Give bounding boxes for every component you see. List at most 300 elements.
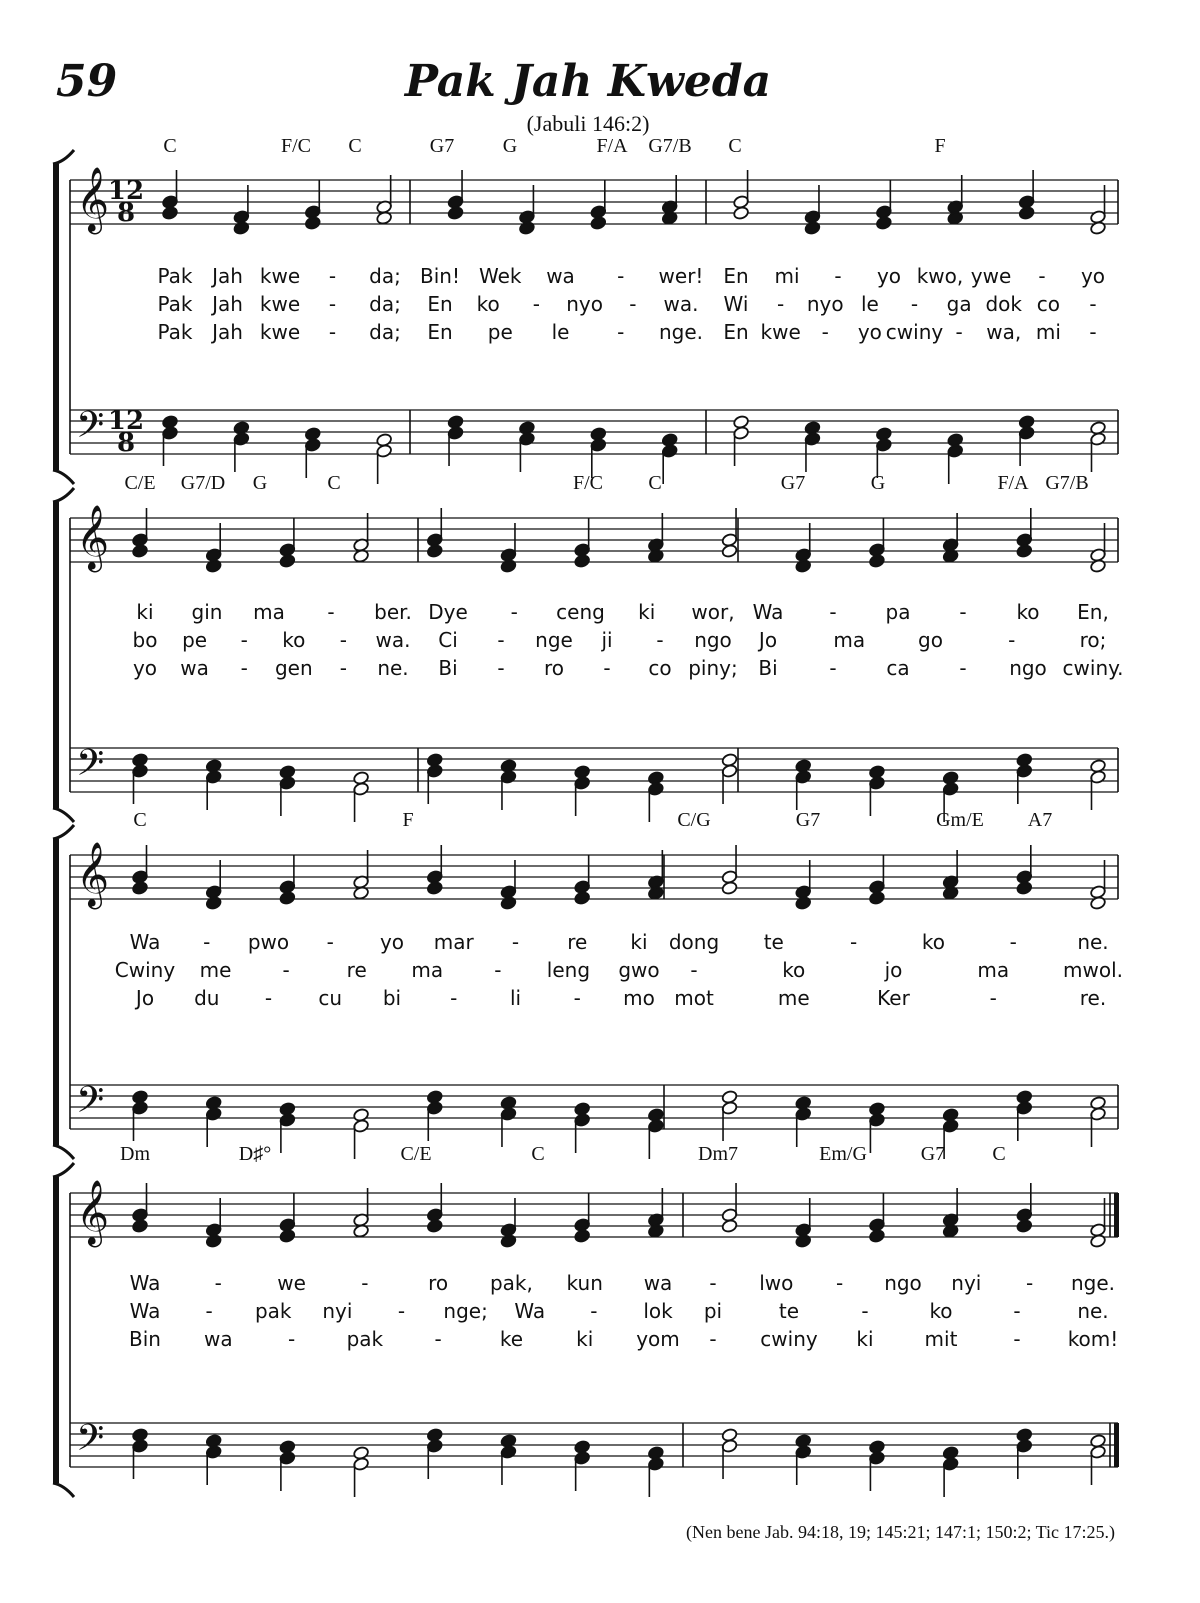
lyric-syllable: - [240, 656, 248, 680]
lyric-syllable: - [1038, 264, 1046, 288]
lyric-syllable: mit [924, 1327, 958, 1351]
lyric-syllable: jo [884, 958, 903, 982]
lyric-syllable: pak, [489, 1271, 533, 1295]
lyric-syllable: ngo [694, 628, 732, 652]
lyric-syllable: ko [282, 628, 306, 652]
lyric-syllable: mar [433, 930, 474, 954]
lyric-syllable: pwo [247, 930, 290, 954]
lyric-syllable: ne. [1077, 1299, 1109, 1323]
lyric-syllable: lwo [759, 1271, 794, 1295]
lyric-syllable: ki [638, 600, 656, 624]
lyric-syllable: - [450, 986, 458, 1010]
lyric-syllable: - [1013, 1327, 1021, 1351]
lyric-syllable: kun [566, 1271, 603, 1295]
lyric-syllable: - [205, 1299, 213, 1323]
lyric-syllable: - [989, 986, 997, 1010]
bracket-bottom [53, 1145, 74, 1159]
chord-symbol: C/E [124, 472, 156, 494]
note-head [500, 559, 517, 574]
lyric-syllable: En [427, 320, 453, 344]
note-head [1090, 559, 1107, 574]
bracket-top [53, 150, 74, 164]
lyric-syllable: ro; [1079, 628, 1107, 652]
note-head [426, 1219, 443, 1234]
bracket-top [53, 488, 74, 502]
lyric-syllable: Dye [428, 600, 468, 624]
lyric-syllable: - [1089, 292, 1097, 316]
lyric-syllable: ca [886, 656, 910, 680]
lyric-syllable: nge. [658, 320, 704, 344]
lyric-syllable: - [282, 958, 290, 982]
lyric-syllable: me [199, 958, 232, 982]
lyric-syllable: gen [274, 656, 313, 680]
lyric-syllable: nge [535, 628, 573, 652]
lyric-syllable: we [277, 1271, 306, 1295]
lyric-syllable: - [656, 628, 664, 652]
note-head [279, 554, 296, 569]
lyric-syllable: nge. [1070, 1271, 1116, 1295]
lyric-syllable: - [1008, 628, 1016, 652]
lyric-syllable: Jah [212, 292, 243, 316]
lyric-syllable: - [910, 292, 919, 316]
bass-staff [70, 1085, 1118, 1129]
lyric-syllable: mi [774, 264, 800, 288]
lyric-syllable: ko [1016, 600, 1040, 624]
treble-clef-icon: 𝄞 [76, 842, 110, 907]
lyric-syllable: - [264, 986, 273, 1010]
lyric-syllable: nyi [951, 1271, 982, 1295]
lyric-syllable: ne. [1077, 930, 1109, 954]
note-head [1090, 221, 1107, 236]
note-head [426, 881, 443, 896]
lyric-syllable: dok [985, 292, 1023, 316]
lyric-syllable: - [361, 1271, 369, 1295]
note-head [279, 1229, 296, 1244]
lyric-syllable: ko [476, 292, 500, 316]
footer-references: (Nen bene Jab. 94:18, 19; 145:21; 147:1; 150:2; Tic 17:25.) [686, 1522, 1115, 1542]
hymn-title: Pak Jah Kweda [404, 56, 772, 107]
treble-staff [70, 518, 1118, 562]
note-head [721, 1219, 738, 1234]
chord-symbol: C [992, 1143, 1006, 1165]
lyric-syllable: cwiny. [1062, 656, 1124, 680]
lyric-syllable: pi [703, 1299, 723, 1323]
lyric-syllable: pak [254, 1299, 292, 1323]
chord-symbol: A7 [1027, 809, 1053, 831]
time-signature-top: 12 [107, 406, 145, 436]
note-head [205, 559, 222, 574]
lyric-syllable: ke [499, 1327, 524, 1351]
lyric-syllable: Wa [514, 1299, 546, 1323]
note-head [721, 544, 738, 559]
treble-clef-icon: 𝄞 [76, 505, 110, 570]
note-head [869, 891, 886, 906]
lyric-syllable: ro [543, 656, 565, 680]
bracket-bottom [53, 470, 74, 484]
chord-symbol: Dm [120, 1143, 150, 1165]
lyric-syllable: re. [1079, 986, 1107, 1010]
treble-clef-icon: 𝄞 [76, 1180, 110, 1245]
lyric-syllable: Jo [135, 986, 155, 1010]
system-4 [53, 1143, 1119, 1497]
note-head [721, 881, 738, 896]
lyric-syllable: yo [1080, 264, 1106, 288]
lyric-syllable: Jo [758, 628, 778, 652]
lyric-syllable: Jah [212, 264, 243, 288]
system-3 [53, 809, 1123, 1159]
note-head [519, 221, 536, 236]
lyric-syllable: kwe [259, 292, 301, 316]
lyric-syllable: nyi [322, 1299, 353, 1323]
lyric-syllable: ga [946, 292, 972, 316]
chord-symbol: Dm7 [698, 1143, 738, 1165]
chord-symbol: G [870, 472, 886, 494]
lyric-syllable: da; [369, 292, 401, 316]
bass-staff [70, 1423, 1118, 1467]
lyric-syllable: me [777, 986, 810, 1010]
lyric-syllable: ngo [1009, 656, 1047, 680]
lyric-syllable: Pak [157, 320, 193, 344]
note-head [1016, 544, 1033, 559]
lyric-syllable: - [959, 600, 967, 624]
chord-symbol: G7 [429, 135, 455, 157]
note-head [795, 559, 812, 574]
lyric-syllable: ngo [884, 1271, 922, 1295]
note-head [804, 221, 821, 236]
chord-symbol: F [934, 135, 946, 157]
lyric-syllable: te [778, 1299, 800, 1323]
lyric-syllable: Bi [438, 656, 458, 680]
chord-symbol: F/C [280, 135, 312, 157]
scripture-reference: (Jabuli 146:2) [526, 111, 650, 136]
chord-symbol: G [252, 472, 268, 494]
hymn-number: 59 [56, 56, 118, 107]
lyric-syllable: - [1089, 320, 1097, 344]
lyric-syllable: ceng [556, 600, 605, 624]
lyric-syllable: - [1013, 1299, 1021, 1323]
lyric-syllable: nge; [443, 1299, 488, 1323]
chord-symbol: D♯° [238, 1143, 272, 1165]
note-head [132, 881, 149, 896]
note-head [795, 1234, 812, 1249]
note-head [869, 1229, 886, 1244]
lyric-syllable: En, [1077, 600, 1109, 624]
bracket-bottom [53, 808, 74, 822]
lyric-syllable: cwiny [760, 1327, 818, 1351]
time-signature-top: 12 [107, 176, 145, 206]
lyric-syllable: bi [382, 986, 402, 1010]
lyric-syllable: ywe [970, 264, 1012, 288]
lyric-syllable: mot [674, 986, 714, 1010]
chord-symbol: G7/B [648, 135, 692, 157]
lyric-syllable: - [327, 600, 335, 624]
lyric-syllable: wer! [658, 264, 704, 288]
lyric-syllable: - [955, 320, 963, 344]
lyric-syllable: ma [411, 958, 444, 982]
bass-clef-icon: 𝄢 [76, 404, 105, 455]
lyric-syllable: le [551, 320, 570, 344]
lyric-syllable: ki [136, 600, 154, 624]
lyric-syllable: dong [668, 930, 720, 954]
lyric-syllable: - [328, 320, 337, 344]
lyric-syllable: - [709, 1327, 717, 1351]
lyric-syllable: re [346, 958, 367, 982]
lyric-syllable: nyo [806, 292, 844, 316]
lyric-syllable: ko [929, 1299, 953, 1323]
lyric-syllable: Pak [157, 292, 193, 316]
lyric-syllable: kwe [760, 320, 801, 344]
music-systems [53, 135, 1123, 1497]
lyric-syllable: - [829, 656, 837, 680]
lyric-syllable: En [427, 292, 453, 316]
lyric-syllable: Bi [758, 656, 778, 680]
lyric-syllable: cu [318, 986, 343, 1010]
lyric-syllable: Wi [723, 292, 749, 316]
chord-symbol: G7/B [1045, 472, 1089, 494]
lyric-syllable: - [617, 320, 625, 344]
lyric-syllable: co [1036, 292, 1060, 316]
lyric-syllable: ko [782, 958, 806, 982]
lyric-syllable: - [590, 1299, 598, 1323]
lyric-syllable: - [510, 600, 518, 624]
lyric-syllable: - [203, 930, 211, 954]
chord-symbol: G7 [780, 472, 806, 494]
chord-symbol: Gm/E [936, 809, 984, 831]
lyric-syllable: yo [857, 320, 882, 344]
lyric-syllable: - [861, 1299, 869, 1323]
lyric-syllable: ko [921, 930, 945, 954]
lyric-syllable: Ker [877, 986, 910, 1010]
note-head [132, 544, 149, 559]
lyric-syllable: - [1009, 930, 1017, 954]
lyric-syllable: - [836, 1271, 844, 1295]
lyric-syllable: gin [191, 600, 223, 624]
final-barline-thick [1114, 1193, 1119, 1237]
lyric-syllable: - [834, 264, 842, 288]
lyric-syllable: wa, [986, 320, 1022, 344]
treble-staff [70, 1193, 1118, 1237]
chord-symbol: F/A [596, 135, 628, 157]
note-head [500, 896, 517, 911]
lyric-syllable: yo [876, 264, 902, 288]
note-head [1018, 206, 1035, 221]
bass-staff [70, 748, 1118, 792]
final-barline-thick [1114, 1423, 1119, 1467]
note-head [1016, 1219, 1033, 1234]
lyric-syllable: - [434, 1327, 442, 1351]
lyric-syllable: - [821, 320, 829, 344]
note-head [733, 206, 750, 221]
chord-symbol: F/C [572, 472, 604, 494]
lyric-syllable: cwiny [885, 320, 944, 344]
lyric-syllable: - [339, 656, 348, 680]
note-head [162, 206, 179, 221]
note-head [426, 544, 443, 559]
lyric-syllable: piny; [688, 656, 738, 680]
lyric-syllable: mi [1035, 320, 1061, 344]
lyric-syllable: yo [379, 930, 405, 954]
chord-symbol: G7 [795, 809, 821, 831]
lyric-syllable: lok [643, 1299, 673, 1323]
lyric-syllable: wa [643, 1271, 673, 1295]
lyric-syllable: li [509, 986, 522, 1010]
note-head [233, 221, 250, 236]
lyric-syllable: - [494, 958, 502, 982]
lyric-syllable: pa [885, 600, 911, 624]
lyric-syllable: pe [182, 628, 208, 652]
lyric-syllable: En [723, 264, 749, 288]
lyric-syllable: co [648, 656, 672, 680]
note-head [279, 891, 296, 906]
chord-symbol: C/G [677, 809, 711, 831]
note-head [132, 1219, 149, 1234]
lyric-syllable: Wa [129, 1299, 161, 1323]
chord-symbol: C [327, 472, 341, 494]
note-head [869, 554, 886, 569]
chord-symbol: C/E [400, 1143, 432, 1165]
note-head [574, 891, 591, 906]
note-head [574, 1229, 591, 1244]
bass-clef-icon: 𝄢 [76, 742, 105, 793]
note-head [1090, 1234, 1107, 1249]
lyric-syllable: kom! [1067, 1327, 1119, 1351]
lyric-syllable: - [397, 1299, 406, 1323]
lyric-syllable: kwe [259, 320, 301, 344]
note-head [500, 1234, 517, 1249]
lyric-syllable: kwo, [916, 264, 964, 288]
note-head [795, 896, 812, 911]
lyric-syllable: - [829, 600, 837, 624]
note-head [1016, 881, 1033, 896]
lyric-syllable: Wek [479, 264, 522, 288]
system-1 [53, 135, 1118, 484]
time-signature-bottom: 8 [116, 428, 136, 458]
chord-symbol: C [531, 1143, 545, 1165]
chord-symbol: G [502, 135, 518, 157]
note-head [875, 216, 892, 231]
bracket-top [53, 1163, 74, 1177]
lyric-syllable: Wa [129, 1271, 161, 1295]
chord-symbol: Em/G [819, 1143, 867, 1165]
lyric-syllable: ji [601, 628, 613, 652]
lyric-syllable: - [326, 930, 334, 954]
time-signature-bottom: 8 [116, 198, 136, 228]
chord-symbol: C [348, 135, 362, 157]
lyric-syllable: - [777, 292, 785, 316]
lyric-syllable: wa [180, 656, 209, 680]
lyric-syllable: pe [487, 320, 513, 344]
note-head [205, 1234, 222, 1249]
lyric-syllable: ki [576, 1327, 594, 1351]
lyric-syllable: da; [369, 320, 401, 344]
chord-symbol: C [728, 135, 742, 157]
lyric-syllable: - [328, 292, 337, 316]
lyric-syllable: Cwiny [114, 958, 176, 982]
lyric-syllable: - [328, 264, 337, 288]
lyric-syllable: - [1026, 1271, 1034, 1295]
lyric-syllable: mo [623, 986, 655, 1010]
lyric-syllable: ma [833, 628, 866, 652]
treble-clef-icon: 𝄞 [76, 167, 110, 232]
lyric-syllable: - [617, 264, 625, 288]
chord-symbol: G7/D [180, 472, 226, 494]
note-head [304, 216, 321, 231]
lyric-syllable: wa [203, 1327, 233, 1351]
treble-staff [70, 855, 1118, 899]
lyric-syllable: ki [856, 1327, 874, 1351]
note-head [1090, 896, 1107, 911]
lyric-syllable: go [918, 628, 943, 652]
lyric-syllable: gwo [618, 958, 660, 982]
bass-clef-icon: 𝄢 [76, 1079, 105, 1130]
lyric-syllable: Pak [157, 264, 193, 288]
lyric-syllable: - [240, 628, 248, 652]
lyric-syllable: yom [636, 1327, 680, 1351]
lyric-syllable: ki [630, 930, 648, 954]
lyric-syllable: mwol. [1063, 958, 1123, 982]
chord-symbol: C [133, 809, 147, 831]
lyric-syllable: - [497, 628, 505, 652]
lyric-syllable: - [959, 656, 967, 680]
note-head [205, 896, 222, 911]
lyric-syllable: wor, [691, 600, 735, 624]
lyric-syllable: Jah [212, 320, 243, 344]
lyric-syllable: nyo [566, 292, 603, 316]
lyric-syllable: - [603, 656, 611, 680]
lyric-syllable: Wa [129, 930, 161, 954]
lyric-syllable: re [567, 930, 588, 954]
lyric-syllable: Ci [438, 628, 458, 652]
lyric-syllable: - [214, 1271, 222, 1295]
lyric-syllable: - [573, 986, 581, 1010]
lyric-syllable: - [511, 930, 520, 954]
lyric-syllable: ber. [374, 600, 412, 624]
lyric-syllable: kwe [259, 264, 301, 288]
lyric-syllable: - [709, 1271, 717, 1295]
chord-symbol: F/A [997, 472, 1029, 494]
lyric-syllable: - [287, 1327, 296, 1351]
note-head [590, 216, 607, 231]
lyric-syllable: wa. [663, 292, 699, 316]
lyric-syllable: Wa [752, 600, 784, 624]
lyric-syllable: te [763, 930, 784, 954]
bracket-bottom [53, 1483, 74, 1497]
lyric-syllable: ma [977, 958, 1010, 982]
lyric-syllable: En [723, 320, 749, 344]
lyric-syllable: - [849, 930, 858, 954]
lyric-syllable: - [497, 656, 505, 680]
note-head [574, 554, 591, 569]
chord-symbol: F [402, 809, 414, 831]
lyric-syllable: Bin [129, 1327, 161, 1351]
lyric-syllable: wa [546, 264, 575, 288]
lyric-syllable: - [629, 292, 637, 316]
lyric-syllable: - [339, 628, 348, 652]
lyric-syllable: bo [132, 628, 158, 652]
lyric-syllable: pak [346, 1327, 384, 1351]
lyric-syllable: le [860, 292, 879, 316]
lyric-syllable: ne. [377, 656, 409, 680]
lyric-syllable: - [690, 958, 698, 982]
chord-symbol: C [648, 472, 662, 494]
lyric-syllable: du [194, 986, 220, 1010]
lyric-syllable: da; [369, 264, 401, 288]
note-head [447, 206, 464, 221]
lyric-syllable: - [532, 292, 541, 316]
lyric-syllable: yo [132, 656, 158, 680]
lyric-syllable: Bin! [420, 264, 460, 288]
lyric-syllable: wa. [375, 628, 411, 652]
